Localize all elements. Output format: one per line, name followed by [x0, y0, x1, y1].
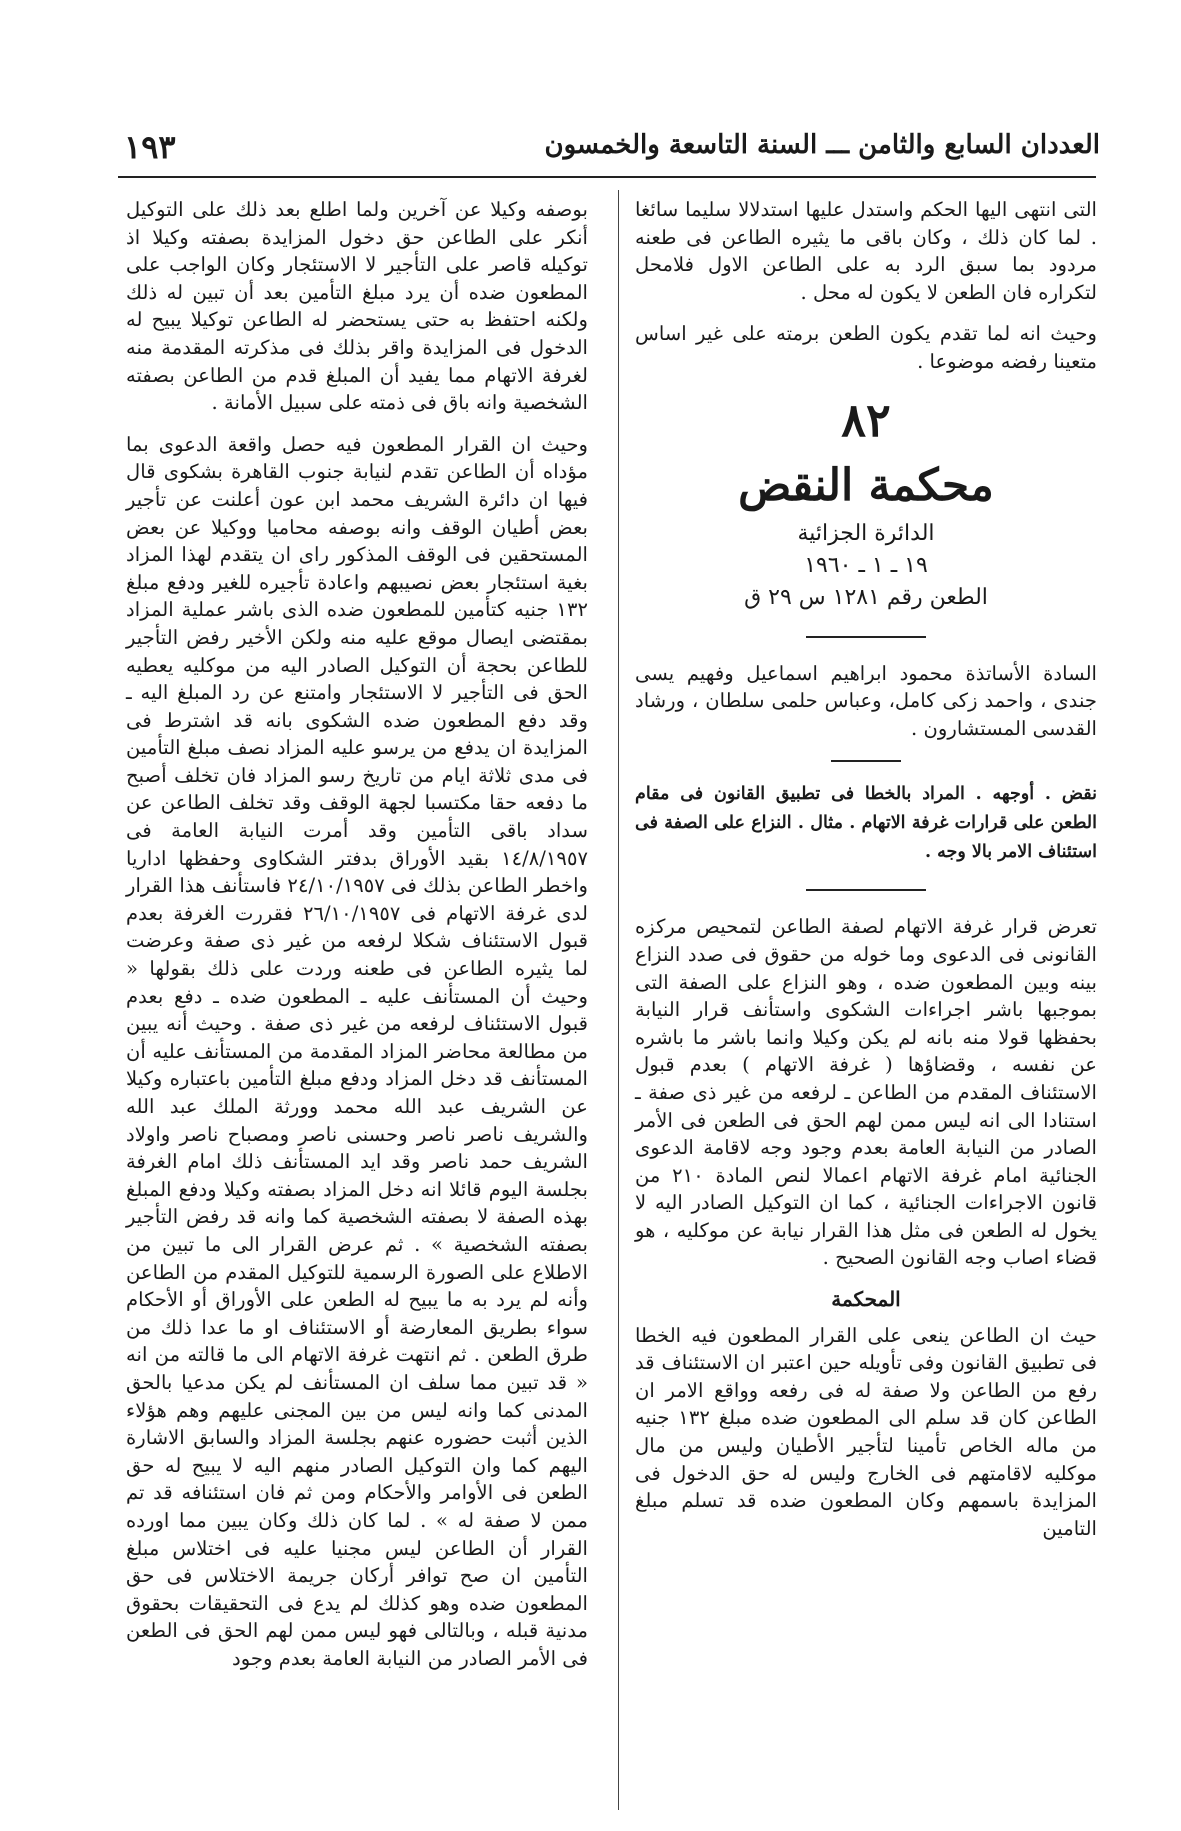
paragraph: وحيث انه لما تقدم يكون الطعن برمته على غير اساس متعينا رفضه موضوعا .	[635, 322, 1097, 373]
divider	[831, 760, 901, 762]
case-number: ٨٢	[841, 392, 891, 447]
paragraph: التى انتهى اليها الحكم واستدل عليها استدلالا سليما سائغا . لما كان ذلك ، وكان باقى ما يثيره الطاعن فى طعنه مردود بما سبق الرد به على الطاعن الاول فلامحل لتكراره فان الطعن لا يكون له محل .	[635, 198, 1097, 304]
left-column	[126, 196, 588, 1686]
judgment-paragraph: حيث ان الطاعن ينعى على القرار المطعون فيه الخطا فى تطبيق القانون وفى تأويله حين اعتبر ان الاستئناف قد رفع من الطاعن ولا صفة له فى رفعه وواقع الامر ان الطاعن كان قد سلم الى المطعون ضده مبلغ ١٣٢ جنيه من ماله الخاص تأمينا لتأجير الأطيان وليس من مال موكليه لاقامتهم فى الخارج وليس له حق الدخول فى المزايدة باسمهم وكان المطعون ضده قد تسلم مبلغ التامين	[635, 1323, 1097, 1540]
judgment-heading: المحكمة	[831, 1287, 901, 1312]
page-number: ١٩٣	[124, 128, 176, 166]
court-circuit: الدائرة الجزائية	[797, 520, 935, 546]
header-rule	[118, 176, 1096, 178]
right-column	[635, 196, 1097, 1556]
paragraph: بوصفه وكيلا عن آخرين ولما اطلع بعد ذلك على التوكيل أنكر على الطاعن حق دخول المزايدة بصفته وكيلا اذ توكيله قاصر على التأجير لا الاستئجار وكان الواجب على المطعون ضده أن يرد مبلغ التأمين بعد أن تبين له ذلك ولكنه احتفظ به حتى يستحضر له الطاعن توكيلا يبيح له الدخول فى المزايدة واقر بذلك فى مذكرته المقدمة منه لغرفة الاتهام مما يفيد أن المبلغ قدم من الطاعن بصفته الشخصية وانه باق فى ذمته على سبيل الأمانة .	[126, 198, 588, 415]
column-divider	[618, 190, 619, 1810]
headnote: نقض . أوجهه . المراد بالخطا فى تطبيق القانون فى مقام الطعن على قرارات غرفة الاتهام . مثال . النزاع على الصفة فى استئناف الامر بالا وجه .	[635, 784, 1097, 863]
court-name: محكمة النقض	[738, 459, 994, 511]
judges-panel: السادة الأساتذة محمود ابراهيم اسماعيل وفهيم يسى جندى ، واحمد زكى كامل، وعباس حلمى سلطان ، ورشاد القدسى المستشارون .	[635, 661, 1097, 740]
divider	[806, 636, 926, 638]
paragraph: وحيث ان القرار المطعون فيه حصل واقعة الدعوى بما مؤداه أن الطاعن تقدم لنيابة جنوب القاهرة بشكوى قال فيها ان دائرة الشريف محمد ابن عون أعلنت عن تأجير بعض أطيان الوقف وانه بوصفه محاميا ووكيلا عن بعض المستحقين فى الوقف المذكور راى ان يتقدم لهذا المزاد بغية استئجار بعض نصيبهم واعادة تأجيره للغير ودفع مبلغ ١٣٢ جنيه كتأمين للمطعون ضده الذى باشر عملية المزاد بمقتضى ايصال موقع عليه منه ولكن الأخير رفض التأجير للطاعن بحجة أن التوكيل الصادر اليه من موكليه يعطيه الحق فى التأجير لا الاستئجار وامتنع عن رد المبلغ اليه ـ وقد دفع المطعون ضده الشكوى بانه قد اشترط فى المزايدة ان يدفع من يرسو عليه المزاد نصف مبلغ التأمين فى مدى ثلاثة ايام من تاريخ رسو المزاد فان تخلف أصبح ما دفعه حقا مكتسبا لجهة الوقف وقد تخلف الطاعن عن سداد باقى التأمين وقد أمرت النيابة العامة فى ١٤/٨/١٩٥٧ بقيد الأوراق بدفتر الشكاوى وحفظها اداريا واخطر الطاعن بذلك فى ٢٤/١٠/١٩٥٧ فاستأنف هذا القرار لدى غرفة الاتهام فى ٢٦/١٠/١٩٥٧ فقررت الغرفة بعدم قبول الاستئناف شكلا لرفعه من غير ذى صفة وعرضت لما يثيره الطاعن فى طعنه وردت على ذلك بقولها « وحيث أن المستأنف عليه ـ المطعون ضده ـ دفع بعدم قبول الاستئناف لرفعه من غير ذى صفة . وحيث أنه يبين من مطالعة محاضر المزاد المقدمة من المستأنف عليه أن المستأنف قد دخل المزاد ودفع مبلغ التأمين باعتباره وكيلا عن الشريف عبد الله محمد وورثة الملك عبد الله والشريف ناصر ناصر وحسنى ناصر ومصباح ناصر واولاد الشريف حمد ناصر وقد ايد المستأنف ذلك امام الغرفة بجلسة اليوم قائلا انه دخل المزاد بصفته وكيلا ودفع المبلغ بهذه الصفة لا بصفته الشخصية كما وانه قد رفض التأجير بصفته الشخصية » . ثم عرض القرار الى ما تبين من الاطلاع على الصورة الرسمية للتوكيل المقدم من الطاعن وأنه لم يرد به ما يبيح له الطعن على الأوراق أو الأحكام سواء بطريق المعارضة أو الاستئناف او ما عدا ذلك من طرق الطعن . ثم انتهت غرفة الاتهام الى ما قالته من انه « قد تبين مما سلف ان المستأنف لم يكن مدعيا بالحق المدنى كما وانه ليس من بين المجنى عليهم وهم هؤلاء الذين أثبت حضوره عنهم بجلسة المزاد والسابق الاشارة اليهم كما وان التوكيل الصادر منهم اليه لا يبيح له حق الطعن فى الأوامر والأحكام ومن ثم فان استئنافه قد تم ممن لا صفة له » . لما كان ذلك وكان يبين مما اورده القرار أن الطاعن ليس مجنيا عليه فى اختلاس مبلغ التأمين ان صح توافر أركان جريمة الاختلاس فى حق المطعون ضده وهو كذلك لم يدع فى التحقيقات بحقوق مدنية قبله ، وبالتالى فهو ليس ممن لهم الحق فى الطعن فى الأمر الصادر من النيابة العامة بعدم وجود	[126, 432, 588, 1670]
appeal-number: الطعن رقم ١٢٨١ س ٢٩ ق	[744, 584, 988, 610]
running-header	[110, 128, 1100, 172]
judgment-date: ١٩ ـ ١ ـ ١٩٦٠	[804, 552, 928, 578]
journal-issue-title: العددان السابع والثامن ـــ السنة التاسعة والخمسون	[544, 130, 1100, 160]
case-summary: تعرض قرار غرفة الاتهام لصفة الطاعن لتمحيص مركزه القانونى فى الدعوى وما خوله من حقوق فى صدد النزاع بينه وبين المطعون ضده ، وهو النزاع على الصفة التى بموجبها باشر اجراءات الشكوى واستأنف قرار النيابة بحفظها قولا منه بانه لم يكن وكيلا وانما باشر ما باشره عن نفسه ، وقضاؤها ( غرفة الاتهام ) بعدم قبول الاستئناف المقدم من الطاعن ـ لرفعه من غير ذى صفة ـ استنادا الى انه ليس ممن لهم الحق فى الطعن فى الأمر الصادر من النيابة العامة بعدم وجود وجه لاقامة الدعوى الجنائية امام غرفة الاتهام اعمالا لنص المادة ٢١٠ من قانون الاجراءات الجنائية ، كما ان التوكيل الصادر اليه لا يخول له الطعن فى مثل هذا القرار نيابة عن موكليه ، هو قضاء اصاب وجه القانون الصحيح .	[635, 915, 1097, 1270]
divider	[806, 889, 926, 891]
